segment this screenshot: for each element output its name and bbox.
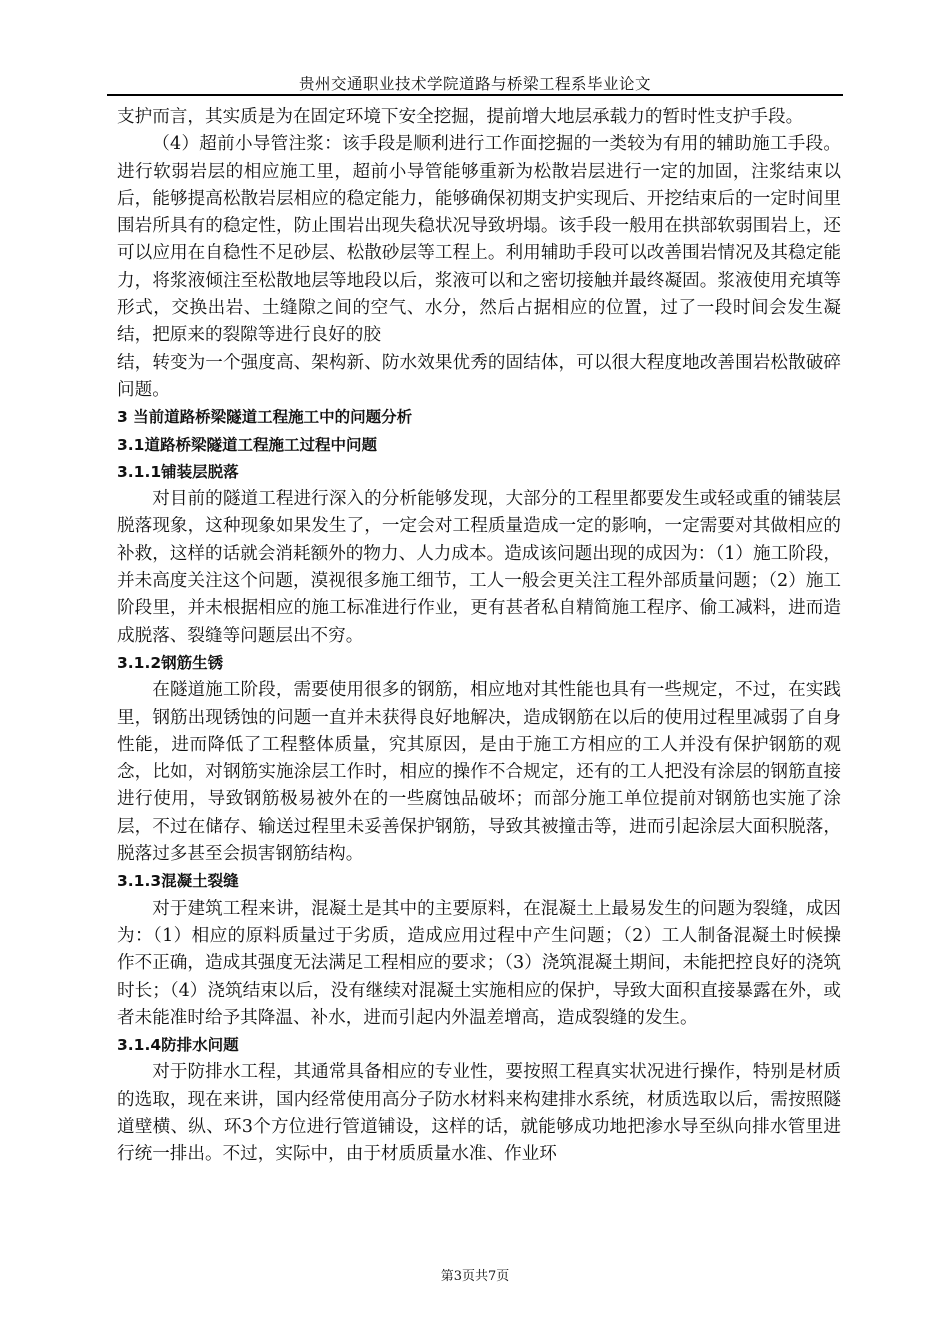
subsubsection-heading: 3.1.4防排水问题 — [117, 1036, 239, 1055]
subsection-heading: 3.1道路桥梁隧道工程施工过程中问题 — [117, 435, 377, 454]
paragraph: 对于建筑工程来讲，混凝土是其中的主要原料，在混凝土上最易发生的问题为裂缝，成因为：（1）相应的原料质量过于劣质，造成应用过程中产生问题；（2）工人制备混凝土时候操作不正确，造成其强度无法满足工程相应的要求；（3）浇筑混凝土期间，未能把控良好的浇筑时长；（4）浇筑结束以后，没有继续对混凝土实施相应的保护，导致大面积直接暴露在外，或者未能准时给予其降温、补水，进而引起内外温差增高，造成裂缝的发生。 — [117, 898, 841, 1028]
document-body — [117, 104, 841, 1169]
header-title: 贵州交通职业技术学院道路与桥梁工程系毕业论文 — [298, 75, 651, 93]
subsubsection-heading: 3.1.3混凝土裂缝 — [117, 872, 239, 891]
section-heading: 3 当前道路桥梁隧道工程施工中的问题分析 — [117, 408, 413, 427]
paragraph: 对目前的隧道工程进行深入的分析能够发现，大部分的工程里都要发生或轻或重的铺装层脱落现象，这种现象如果发生了，一定会对工程质量造成一定的影响，一定需要对其做相应的补救，这样的话就会消耗额外的物力、人力成本。造成该问题出现的成因为：（1）施工阶段，并未高度关注这个问题，漠视很多施工细节，工人一般会更关注工程外部质量问题；（2）施工阶段里，并未根据相应的施工标准进行作业，更有甚者私自精简施工程序、偷工减料，进而造成脱落、裂缝等问题层出不穷。 — [117, 489, 841, 646]
paragraph: 对于防排水工程，其通常具备相应的专业性，要按照工程真实状况进行操作，特别是材质的选取，现在来讲，国内经常使用高分子防水材料来构建排水系统，材质选取以后，需按照隧道壁横、纵、环3个方位进行管道铺设，这样的话，就能够成功地把渗水导至纵向排水管里进行统一排出。不过，实际中，由于材质质量水准、作业环 — [117, 1062, 841, 1165]
paragraph: 结，转变为一个强度高、架构新、防水效果优秀的固结体，可以很大程度地改善围岩松散破碎问题。 — [117, 352, 841, 400]
subsubsection-heading: 3.1.1铺装层脱落 — [117, 462, 239, 481]
subsubsection-heading: 3.1.2钢筋生锈 — [117, 653, 224, 672]
paragraph: 支护而言，其实质是为在固定环境下安全挖掘，提前增大地层承载力的暂时性支护手段。 — [117, 107, 804, 127]
paragraph: （4）超前小导管注浆：该手段是顺利进行工作面挖掘的一类较为有用的辅助施工手段。进行软弱岩层的相应施工里，超前小导管能够重新为松散岩层进行一定的加固，注浆结束以后，能够提高松散岩层相应的稳定能力，能够确保初期支护实现后、开挖结束后的一定时间里围岩所具有的稳定性，防止围岩出现失稳状况导致坍塌。该手段一般用在拱部软弱围岩上，还可以应用在自稳性不足砂层、松散砂层等工程上。利用辅助手段可以改善围岩情况及其稳定能力，将浆液倾注至松散地层等地段以后，浆液可以和之密切接触并最终凝固。浆液使用充填等形式，交换出岩、土缝隙之间的空气、水分，然后占据相应的位置，过了一段时间会发生凝结，把原来的裂隙等进行良好的胶 — [117, 134, 841, 346]
page-number: 第3页共7页 — [440, 1269, 510, 1284]
page-header — [107, 58, 843, 96]
paragraph: 在隧道施工阶段，需要使用很多的钢筋，相应地对其性能也具有一些规定，不过，在实践里，钢筋出现锈蚀的问题一直并未获得良好地解决，造成钢筋在以后的使用过程里减弱了自身性能，进而降低了工程整体质量，究其原因，是由于施工方相应的工人并没有保护钢筋的观念，比如，对钢筋实施涂层工作时，相应的操作不合规定，还有的工人把没有涂层的钢筋直接进行使用，导致钢筋极易被外在的一些腐蚀品破坏；而部分施工单位提前对钢筋也实施了涂层，不过在储存、输送过程里未妥善保护钢筋，导致其被撞击等，进而引起涂层大面积脱落，脱落过多甚至会损害钢筋结构。 — [117, 680, 841, 865]
